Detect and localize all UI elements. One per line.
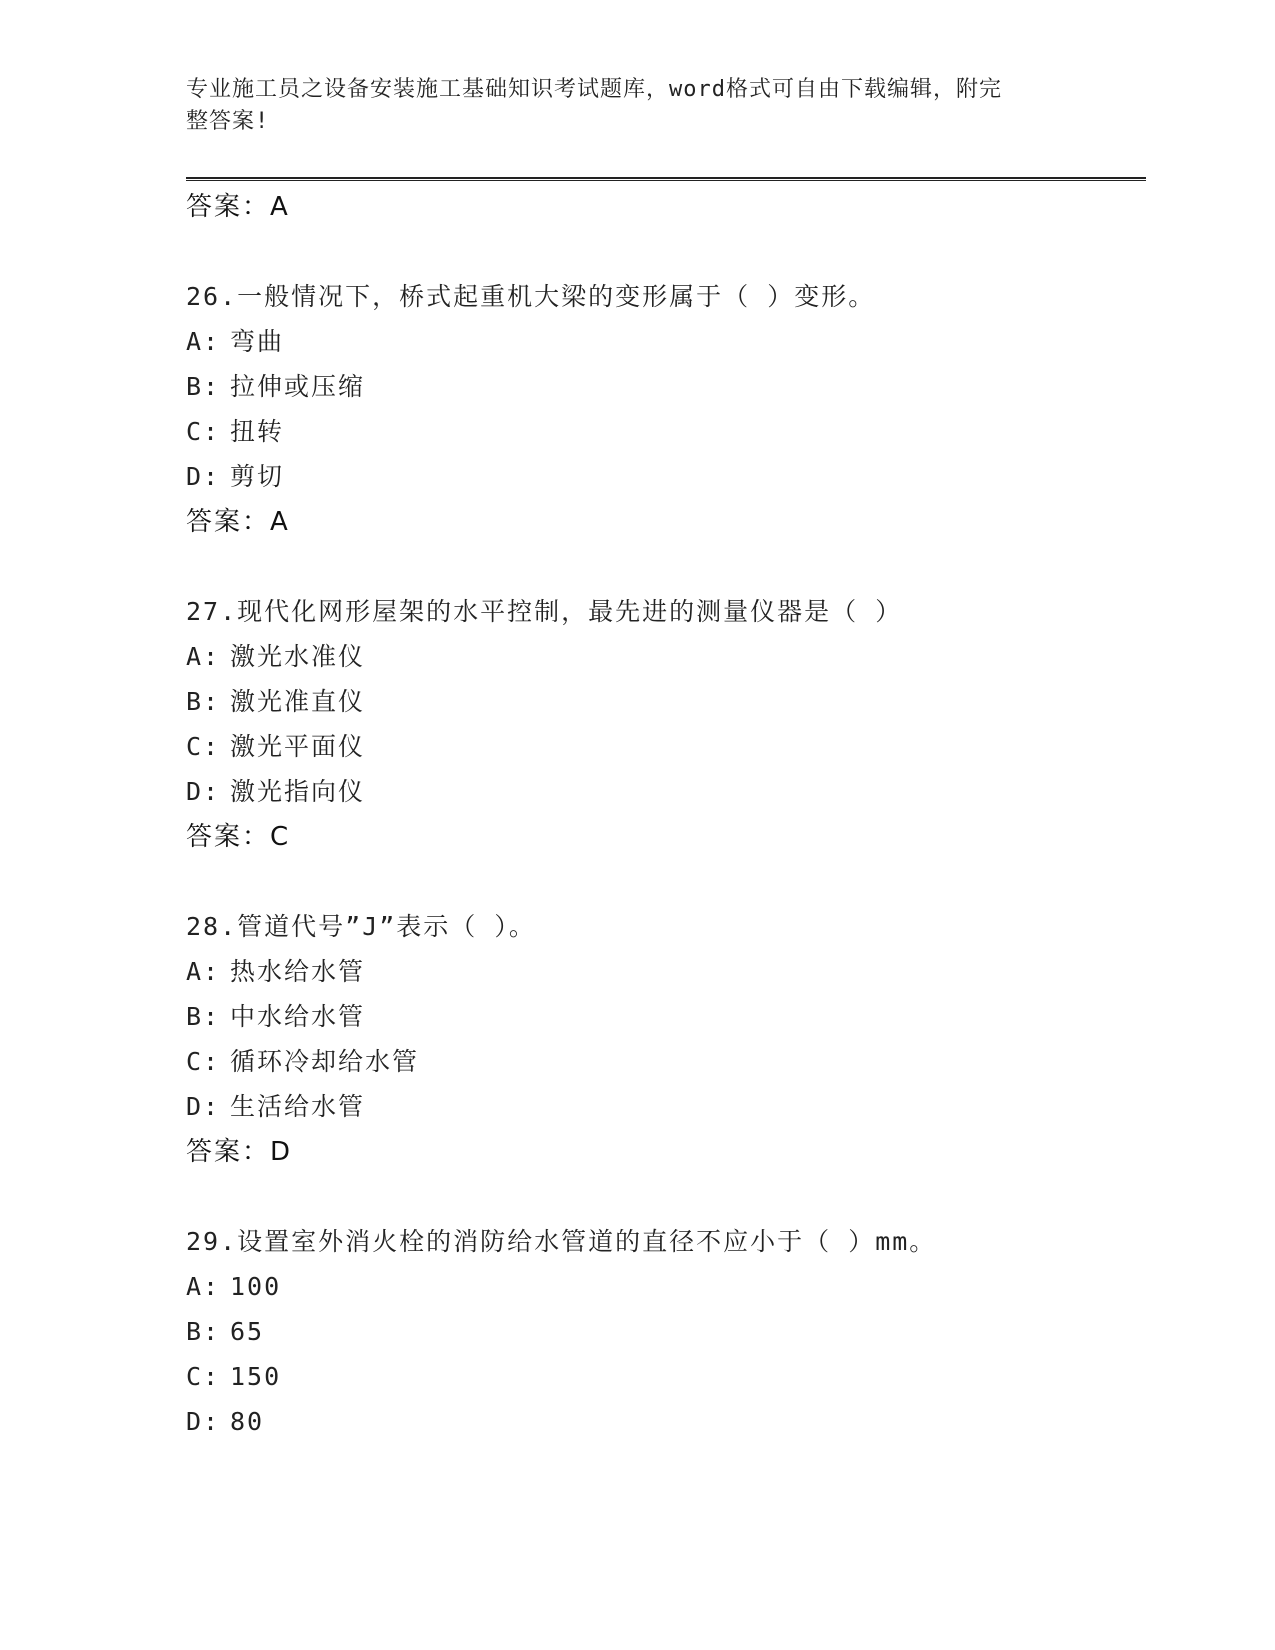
question-stem: 29.设置室外消火栓的消防给水管道的直径不应小于（ ）mm。 <box>186 1227 937 1256</box>
question-list <box>186 190 1146 1439</box>
answer-value: C <box>270 822 289 852</box>
option-key: C: <box>186 417 221 446</box>
option-text: 生活给水管 <box>230 1092 366 1121</box>
option-key: A: <box>186 642 221 671</box>
option-text: 80 <box>230 1407 265 1436</box>
option-d <box>186 460 1146 494</box>
option-text: 激光平面仪 <box>230 732 366 761</box>
question-stem: 26.一般情况下，桥式起重机大梁的变形属于（ ）变形。 <box>186 282 876 311</box>
option-d <box>186 1405 1146 1439</box>
question-stem: 27.现代化网形屋架的水平控制，最先进的测量仪器是（ ） <box>186 597 903 626</box>
question-27 <box>186 595 1146 854</box>
option-c <box>186 730 1146 764</box>
option-text: 扭转 <box>230 417 285 446</box>
answer-line <box>186 820 1146 854</box>
option-text: 热水给水管 <box>230 957 366 986</box>
option-key: D: <box>186 777 221 806</box>
option-text: 100 <box>230 1272 282 1301</box>
option-key: B: <box>186 372 221 401</box>
question-28 <box>186 910 1146 1169</box>
option-text: 激光准直仪 <box>230 687 366 716</box>
option-key: B: <box>186 1317 221 1346</box>
option-c <box>186 415 1146 449</box>
option-key: D: <box>186 462 221 491</box>
option-text: 激光水准仪 <box>230 642 366 671</box>
question-stem: 28.管道代号”J”表示（ ）。 <box>186 912 536 941</box>
option-key: B: <box>186 1002 221 1031</box>
answer-label: 答案： <box>186 1137 271 1167</box>
option-key: D: <box>186 1407 221 1436</box>
option-text: 65 <box>230 1317 265 1346</box>
option-text: 剪切 <box>230 462 285 491</box>
question-29 <box>186 1225 1146 1439</box>
option-a <box>186 640 1146 674</box>
option-d <box>186 775 1146 809</box>
option-a <box>186 1270 1146 1304</box>
header-line-1: 专业施工员之设备安装施工基础知识考试题库，word格式可自由下载编辑，附完 <box>186 77 1002 102</box>
answer-value: A <box>270 507 288 537</box>
header-line-2: 整答案! <box>186 109 270 134</box>
header-divider <box>186 177 1146 181</box>
answer-label: 答案： <box>186 507 271 537</box>
document-header <box>186 74 1066 138</box>
answer-line <box>186 505 1146 539</box>
option-text: 激光指向仪 <box>230 777 366 806</box>
option-b <box>186 1000 1146 1034</box>
option-a <box>186 325 1146 359</box>
option-text: 中水给水管 <box>230 1002 366 1031</box>
answer-label: 答案： <box>186 192 271 222</box>
option-c <box>186 1360 1146 1394</box>
option-key: A: <box>186 957 221 986</box>
option-key: C: <box>186 732 221 761</box>
answer-line <box>186 190 1146 224</box>
answer-line <box>186 1135 1146 1169</box>
option-key: A: <box>186 1272 221 1301</box>
option-text: 拉伸或压缩 <box>230 372 366 401</box>
option-key: C: <box>186 1362 221 1391</box>
option-text: 弯曲 <box>230 327 285 356</box>
question-26 <box>186 280 1146 539</box>
option-c <box>186 1045 1146 1079</box>
option-text: 150 <box>230 1362 282 1391</box>
option-text: 循环冷却给水管 <box>230 1047 420 1076</box>
option-a <box>186 955 1146 989</box>
option-b <box>186 1315 1146 1349</box>
option-b <box>186 370 1146 404</box>
answer-value: D <box>270 1137 291 1167</box>
option-key: B: <box>186 687 221 716</box>
answer-label: 答案： <box>186 822 271 852</box>
option-key: D: <box>186 1092 221 1121</box>
option-key: A: <box>186 327 221 356</box>
option-d <box>186 1090 1146 1124</box>
answer-value: A <box>270 192 288 222</box>
option-b <box>186 685 1146 719</box>
option-key: C: <box>186 1047 221 1076</box>
